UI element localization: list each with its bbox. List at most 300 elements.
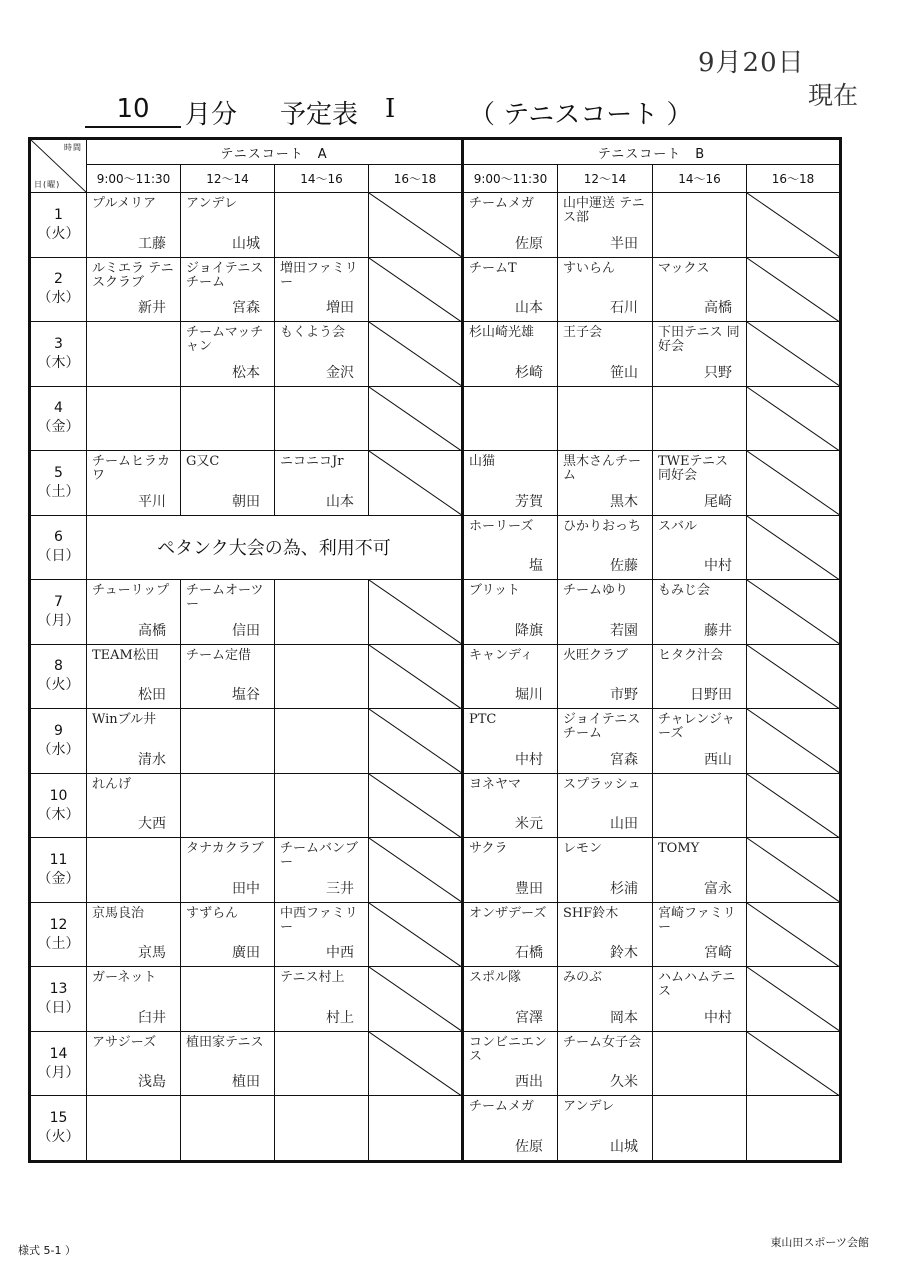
- day-number: 10: [49, 787, 68, 804]
- weekday: （火）: [37, 677, 80, 694]
- team-name: スプラッシュ: [563, 776, 641, 792]
- team-name: ルミエラ テニスクラブ: [92, 260, 174, 290]
- booking-slot: [87, 386, 181, 451]
- person-name: 半田: [610, 235, 638, 252]
- person-name: 豊田: [515, 880, 543, 897]
- day-cell: [30, 902, 87, 967]
- booking-slot: [653, 386, 747, 451]
- weekday: （金）: [37, 871, 80, 888]
- unavailable-slot: [369, 1031, 463, 1096]
- time-slot-header: 12～14: [558, 165, 653, 193]
- time-slot-header: 9:00～11:30: [463, 165, 558, 193]
- booking-slot: [275, 451, 369, 516]
- unavailable-slot: [747, 322, 841, 387]
- team-name: 植田家テニス: [186, 1034, 264, 1050]
- booking-slot: [558, 1096, 653, 1162]
- booking-slot: [87, 1031, 181, 1096]
- booking-slot: [181, 709, 275, 774]
- booking-slot: [463, 967, 558, 1032]
- time-slot-header: 16～18: [369, 165, 463, 193]
- day-number: 15: [49, 1110, 68, 1127]
- team-name: すずらん: [186, 905, 239, 921]
- booking-slot: [181, 580, 275, 645]
- booking-slot: [558, 451, 653, 516]
- unavailable-slot: [747, 644, 841, 709]
- booking-slot: [275, 838, 369, 903]
- unavailable-slot: [747, 773, 841, 838]
- court-b-header: テニスコート B: [463, 139, 841, 165]
- booking-slot: [463, 580, 558, 645]
- person-name: 久米: [610, 1074, 638, 1091]
- person-name: 米元: [515, 816, 543, 833]
- person-name: 大西: [138, 816, 166, 833]
- person-name: 笹山: [610, 364, 638, 381]
- booking-slot: [275, 644, 369, 709]
- person-name: 臼井: [138, 1009, 166, 1026]
- booking-slot: [275, 386, 369, 451]
- person-name: 金沢: [326, 364, 354, 381]
- table-row: [30, 1096, 841, 1162]
- team-name: チャレンジャーズ: [658, 712, 735, 742]
- person-name: 塩: [529, 558, 543, 575]
- weekday: （火）: [37, 225, 80, 242]
- time-slot-header: 16～18: [747, 165, 841, 193]
- court-a-header: テニスコート A: [87, 139, 463, 165]
- team-name: チームヒラカワ: [92, 454, 171, 484]
- person-name: 中西: [326, 945, 354, 962]
- team-name: チーム女子会: [563, 1034, 642, 1050]
- booking-slot: [275, 967, 369, 1032]
- booking-slot: [463, 902, 558, 967]
- team-name: チームゆり: [563, 583, 629, 599]
- title-kind: 予定表: [280, 100, 359, 130]
- title-roman: I: [385, 94, 396, 124]
- person-name: 杉浦: [610, 880, 638, 897]
- booking-slot: [463, 451, 558, 516]
- team-name: コンビニエンス: [469, 1034, 548, 1064]
- team-name: チームオーツー: [186, 583, 264, 613]
- unavailable-slot: [369, 838, 463, 903]
- booking-slot: [87, 580, 181, 645]
- person-name: 佐藤: [610, 558, 638, 575]
- day-number: 1: [54, 206, 63, 223]
- team-name: チーム定借: [186, 647, 252, 663]
- weekday: （土）: [37, 935, 80, 952]
- booking-slot: [653, 902, 747, 967]
- booking-slot: [181, 902, 275, 967]
- team-name: チューリップ: [92, 583, 170, 599]
- booking-slot: [653, 773, 747, 838]
- day-number: 5: [54, 464, 63, 481]
- team-name: ブリット: [469, 583, 520, 599]
- unavailable-slot: [369, 773, 463, 838]
- table-row: [30, 451, 841, 516]
- booking-slot: [653, 515, 747, 580]
- booking-slot: [275, 257, 369, 322]
- booking-slot: [653, 644, 747, 709]
- team-name: チームメガ: [469, 1099, 535, 1115]
- team-name: 増田ファミリー: [280, 260, 358, 290]
- table-row: [30, 644, 841, 709]
- team-name: 中西ファミリー: [280, 905, 358, 935]
- booking-slot: [181, 644, 275, 709]
- weekday: （木）: [37, 806, 80, 823]
- time-slot-header: 9:00～11:30: [87, 165, 181, 193]
- day-cell: [30, 1031, 87, 1096]
- booking-slot: [87, 902, 181, 967]
- team-name: サクラ: [469, 841, 508, 857]
- person-name: 清水: [138, 751, 166, 768]
- booking-slot: [558, 709, 653, 774]
- person-name: 三井: [326, 880, 354, 897]
- booking-slot: [653, 1096, 747, 1162]
- booking-slot: [653, 580, 747, 645]
- person-name: 中村: [515, 751, 543, 768]
- unavailable-slot: [369, 193, 463, 258]
- person-name: 平川: [138, 493, 166, 510]
- booking-slot: [463, 838, 558, 903]
- table-row: [30, 322, 841, 387]
- table-row: [30, 193, 841, 258]
- booking-slot: [463, 644, 558, 709]
- person-name: 山田: [610, 816, 638, 833]
- booking-slot: [653, 967, 747, 1032]
- unavailable-slot: [369, 580, 463, 645]
- time-slot-header: 14～16: [275, 165, 369, 193]
- person-name: 山本: [515, 300, 543, 317]
- team-name: ジョイテニスチーム: [563, 712, 641, 742]
- page-title: [85, 90, 725, 130]
- day-cell: [30, 451, 87, 516]
- day-number: 2: [54, 271, 63, 288]
- booking-slot: [463, 515, 558, 580]
- table-row: [30, 967, 841, 1032]
- day-cell: [30, 1096, 87, 1162]
- team-name: TWEテニス 同好会: [658, 454, 729, 484]
- person-name: 朝田: [232, 493, 260, 510]
- person-name: 高橋: [138, 622, 166, 639]
- booking-slot: [275, 709, 369, 774]
- weekday: （水）: [37, 742, 80, 759]
- booking-slot: [181, 773, 275, 838]
- unavailable-slot: [369, 322, 463, 387]
- corner-day-label: 日(曜): [34, 180, 61, 189]
- team-name: マックス: [658, 260, 710, 276]
- team-name: ひかりおっち: [563, 518, 642, 534]
- person-name: 松本: [232, 364, 260, 381]
- booking-slot: [275, 902, 369, 967]
- team-name: プルメリア: [92, 196, 157, 211]
- person-name: 宮崎: [704, 945, 732, 962]
- person-name: 中村: [704, 1009, 732, 1026]
- team-name: 宮崎ファミリー: [658, 905, 736, 935]
- stamp-date: 9月20日: [698, 48, 805, 78]
- team-name: PTC: [469, 712, 497, 728]
- unavailable-slot: [747, 257, 841, 322]
- schedule-table: [28, 137, 842, 1163]
- booking-slot: [747, 1096, 841, 1162]
- team-name: チームバンブー: [280, 841, 359, 871]
- person-name: 西山: [704, 751, 732, 768]
- day-cell: [30, 322, 87, 387]
- team-name: 王子会: [563, 325, 603, 341]
- table-row: [30, 515, 841, 580]
- person-name: 廣田: [232, 945, 260, 962]
- team-name: スバル: [658, 518, 698, 534]
- day-number: 8: [54, 658, 63, 675]
- day-number: 6: [54, 529, 63, 546]
- team-name: ヨネヤマ: [469, 776, 522, 792]
- booking-slot: [275, 322, 369, 387]
- booking-slot: [653, 322, 747, 387]
- person-name: 降旗: [515, 622, 543, 639]
- person-name: 西出: [515, 1074, 543, 1091]
- person-name: 増田: [326, 300, 354, 317]
- person-name: 富永: [704, 880, 732, 897]
- booking-slot: [275, 1031, 369, 1096]
- booking-slot: [181, 322, 275, 387]
- person-name: 山城: [232, 235, 260, 252]
- team-name: みのぶ: [563, 970, 603, 986]
- weekday: （日）: [37, 1000, 80, 1017]
- title-court: （ テニスコート ）: [469, 100, 693, 130]
- booking-slot: [87, 322, 181, 387]
- team-name: レモン: [563, 841, 603, 857]
- booking-slot: [87, 451, 181, 516]
- team-name: ニコニコJr: [280, 454, 344, 470]
- team-name: タナカクラブ: [186, 841, 264, 857]
- team-name: ホーリーズ: [469, 518, 534, 534]
- booking-slot: [653, 709, 747, 774]
- day-cell: [30, 644, 87, 709]
- person-name: 石橋: [515, 945, 543, 962]
- day-cell: [30, 709, 87, 774]
- team-name: スポル隊: [469, 970, 522, 986]
- person-name: 堀川: [515, 687, 543, 704]
- booking-slot: [653, 1031, 747, 1096]
- booking-slot: [181, 1031, 275, 1096]
- person-name: 只野: [704, 364, 732, 381]
- unavailable-slot: [747, 515, 841, 580]
- booking-slot: [558, 838, 653, 903]
- person-name: 若園: [610, 622, 638, 639]
- corner-time-label: 時間: [64, 143, 82, 152]
- booking-slot: [558, 1031, 653, 1096]
- person-name: 石川: [610, 300, 638, 317]
- person-name: 新井: [138, 300, 166, 317]
- person-name: 信田: [232, 622, 260, 639]
- day-number: 13: [49, 981, 68, 998]
- weekday: （木）: [37, 354, 80, 371]
- table-row: [30, 709, 841, 774]
- booking-slot: [275, 193, 369, 258]
- table-row: [30, 580, 841, 645]
- team-name: ガーネット: [92, 970, 157, 986]
- weekday: （土）: [37, 483, 80, 500]
- person-name: 山城: [610, 1139, 638, 1155]
- team-name: ジョイテニス チーム: [186, 260, 264, 290]
- day-cell: [30, 515, 87, 580]
- form-number: 様式 5-1 ）: [18, 1244, 76, 1257]
- booking-slot: [558, 257, 653, 322]
- booking-slot: [87, 257, 181, 322]
- person-name: 浅島: [138, 1074, 166, 1091]
- day-number: 7: [54, 593, 63, 610]
- person-name: 杉崎: [515, 364, 543, 381]
- person-name: 工藤: [138, 235, 166, 252]
- team-name: アンデレ: [186, 196, 238, 211]
- team-name: れんげ: [92, 776, 132, 792]
- team-name: G又C: [186, 454, 220, 470]
- booking-slot: [87, 709, 181, 774]
- booking-slot: [558, 386, 653, 451]
- team-name: 杉山崎光雄: [469, 325, 535, 341]
- team-name: 山中運送 テニス部: [563, 196, 645, 225]
- table-row: [30, 838, 841, 903]
- table-row: [30, 386, 841, 451]
- person-name: 塩谷: [232, 687, 260, 704]
- weekday: （月）: [37, 1064, 80, 1081]
- closed-notice: ペタンク大会の為、利用不可: [87, 515, 463, 580]
- day-cell: [30, 386, 87, 451]
- day-number: 9: [54, 723, 63, 740]
- booking-slot: [275, 580, 369, 645]
- booking-slot: [463, 386, 558, 451]
- person-name: 村上: [326, 1009, 354, 1026]
- booking-slot: [181, 967, 275, 1032]
- day-cell: [30, 967, 87, 1032]
- unavailable-slot: [747, 967, 841, 1032]
- booking-slot: [463, 1096, 558, 1162]
- booking-slot: [463, 193, 558, 258]
- booking-slot: [275, 1096, 369, 1162]
- day-cell: [30, 773, 87, 838]
- person-name: 市野: [610, 687, 638, 704]
- person-name: 鈴木: [610, 945, 638, 962]
- day-cell: [30, 580, 87, 645]
- team-name: アンデレ: [563, 1099, 615, 1115]
- unavailable-slot: [369, 709, 463, 774]
- booking-slot: [653, 193, 747, 258]
- team-name: アサジーズ: [92, 1034, 157, 1050]
- unavailable-slot: [747, 709, 841, 774]
- person-name: 岡本: [610, 1009, 638, 1026]
- booking-slot: [653, 838, 747, 903]
- team-name: チームT: [469, 260, 517, 276]
- person-name: 植田: [232, 1074, 260, 1091]
- team-name: テニス村上: [280, 970, 345, 986]
- team-name: 下田テニス 同好会: [658, 325, 740, 355]
- team-name: ヒタク汁会: [658, 647, 724, 663]
- booking-slot: [181, 451, 275, 516]
- team-name: もくよう会: [280, 325, 346, 341]
- unavailable-slot: [369, 451, 463, 516]
- unavailable-slot: [747, 838, 841, 903]
- weekday: （金）: [37, 419, 80, 436]
- day-number: 11: [49, 852, 68, 869]
- booking-slot: [87, 1096, 181, 1162]
- person-name: 芳賀: [515, 493, 543, 510]
- person-name: 宮森: [232, 300, 260, 317]
- facility-name: 東山田スポーツ会館: [770, 1236, 869, 1249]
- table-row: [30, 1031, 841, 1096]
- weekday: （水）: [37, 290, 80, 307]
- booking-slot: [558, 902, 653, 967]
- team-name: TEAM松田: [92, 647, 159, 663]
- day-cell: [30, 193, 87, 258]
- table-row: [30, 773, 841, 838]
- team-name: チームメガ: [469, 196, 535, 211]
- booking-slot: [463, 773, 558, 838]
- person-name: 京馬: [138, 945, 166, 962]
- stamp-now: 現在: [808, 81, 859, 110]
- person-name: 中村: [704, 558, 732, 575]
- team-name: オンザデーズ: [469, 905, 547, 921]
- team-name: もみじ会: [658, 583, 711, 599]
- unavailable-slot: [747, 580, 841, 645]
- booking-slot: [463, 709, 558, 774]
- team-name: ハムハムテニス: [658, 970, 736, 1000]
- team-name: すいらん: [563, 260, 616, 276]
- person-name: 尾崎: [704, 493, 732, 510]
- booking-slot: [558, 322, 653, 387]
- booking-slot: [653, 451, 747, 516]
- booking-slot: [181, 193, 275, 258]
- team-name: SHF鈴木: [563, 905, 619, 921]
- table-row: [30, 257, 841, 322]
- booking-slot: [181, 386, 275, 451]
- booking-slot: [87, 967, 181, 1032]
- unavailable-slot: [369, 644, 463, 709]
- person-name: 藤井: [704, 622, 732, 639]
- unavailable-slot: [747, 902, 841, 967]
- person-name: 佐原: [515, 1139, 543, 1155]
- booking-slot: [558, 644, 653, 709]
- unavailable-slot: [369, 257, 463, 322]
- team-name: Winブル井: [92, 712, 157, 728]
- corner-cell: [30, 139, 87, 193]
- day-number: 14: [49, 1045, 68, 1062]
- team-name: 山猫: [469, 454, 496, 470]
- booking-slot: [87, 838, 181, 903]
- person-name: 山本: [326, 493, 354, 510]
- team-name: 火旺クラブ: [563, 647, 629, 663]
- booking-slot: [558, 773, 653, 838]
- time-slot-header: 14～16: [653, 165, 747, 193]
- team-name: 京馬良治: [92, 905, 145, 921]
- unavailable-slot: [369, 902, 463, 967]
- unavailable-slot: [747, 386, 841, 451]
- team-name: キャンディ: [469, 647, 533, 663]
- booking-slot: [87, 773, 181, 838]
- person-name: 田中: [232, 880, 260, 897]
- booking-slot: [87, 193, 181, 258]
- booking-slot: [275, 773, 369, 838]
- weekday: （月）: [37, 612, 80, 629]
- table-row: [30, 902, 841, 967]
- booking-slot: [558, 515, 653, 580]
- team-name: 黒木さんチーム: [563, 454, 642, 484]
- person-name: 黒木: [610, 493, 638, 510]
- person-name: 高橋: [704, 300, 732, 317]
- unavailable-slot: [747, 1031, 841, 1096]
- booking-slot: [558, 967, 653, 1032]
- day-cell: [30, 257, 87, 322]
- day-number: 12: [49, 916, 68, 933]
- title-suffix: 月分: [185, 100, 238, 130]
- booking-slot: [463, 1031, 558, 1096]
- person-name: 佐原: [515, 235, 543, 252]
